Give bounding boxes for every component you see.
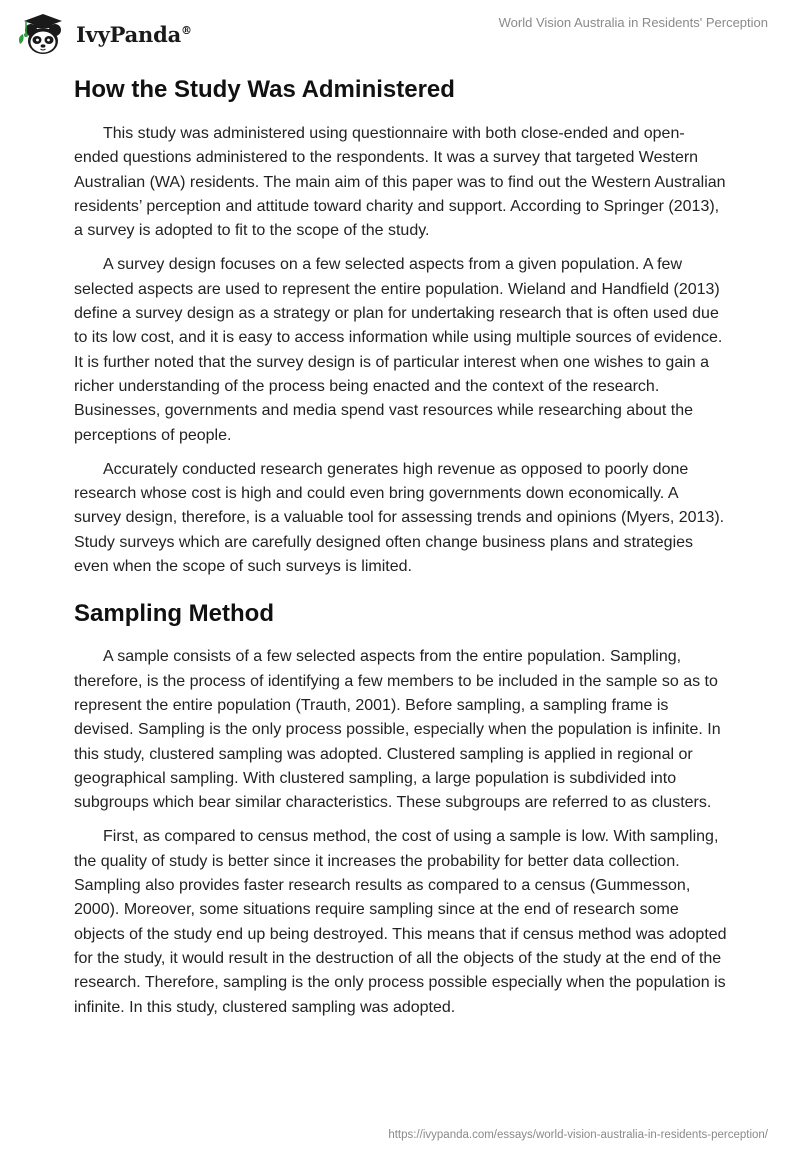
panda-graduation-cap-icon (14, 10, 72, 58)
logo-wordmark (76, 22, 192, 47)
section-heading: How the Study Was Administered (74, 76, 455, 103)
article-body (74, 70, 728, 1030)
logo-text: IvyPanda (76, 21, 182, 47)
paragraph: Accurately conducted research generates high revenue as opposed to poorly done research whose cost is high and could even bring governments down economically. A survey design, therefore, is a valuable tool for assessing trends and opinions (Myers, 2013). Study surveys which are carefully designed often change business plans and strategies even when the scope of such surveys is limited. (74, 460, 725, 576)
paragraph: First, as compared to census method, the cost of using a sample is low. With sampling, the quality of study is better since it increases the probability for better data collection. Sampling also provides faster research results as compared to a census (Gummesson, 2000). Moreover, some situations require sampling since at the end of research some objects of the study end up being destroyed. This means that if census method was adopted for the study, it would result in the destruction of all the objects of the study at the end of the research. Therefore, sampling is the only process possible especially when the population is infinite. In this study, clustered sampling was adopted. (74, 828, 727, 1016)
paragraph: A survey design focuses on a few selected aspects from a given population. A few selected aspects are used to represent the entire population. Wieland and Handfield (2013) define a survey design as a strategy or plan for undertaking research that is often used due to its low cost, and it is easy to access information while using multiple sources of evidence. It is further noted that the survey design is of particular interest when one wishes to gain a richer understanding of the process being enacted and the context of the research. Businesses, governments and media spend vast resources while researching about the perceptions of people. (74, 256, 723, 444)
paragraph: This study was administered using questionnaire with both close-ended and open-ended questions administered to the respondents. It was a survey that targeted Western Australian (WA) residents. The main aim of this paper was to find out the Western Australian residents’ perception and attitude toward charity and support. According to Springer (2013), a survey is adopted to fit to the scope of the study. (74, 125, 726, 240)
document-title: World Vision Australia in Residents' Perception (498, 15, 768, 30)
page-header (0, 0, 800, 70)
paragraph: A sample consists of a few selected aspects from the entire population. Sampling, therefore, is the process of identifying a few members to be included in the sample so as to represent the entire population (Trauth, 2001). Before sampling, a sampling frame is devised. Sampling is the only process possible, especially when the population is infinite. In this study, clustered sampling was adopted. Clustered sampling is applied in regional or geographical sampling. With clustered sampling, a large population is subdivided into subgroups which bear similar characteristics. These subgroups are referred to as clusters. (74, 648, 721, 812)
source-url-link[interactable]: https://ivypanda.com/essays/world-vision-australia-in-residents-perception/ (388, 1129, 768, 1141)
ivypanda-logo[interactable] (14, 10, 192, 58)
section-heading: Sampling Method (74, 600, 274, 628)
registered-mark: ® (181, 23, 192, 37)
